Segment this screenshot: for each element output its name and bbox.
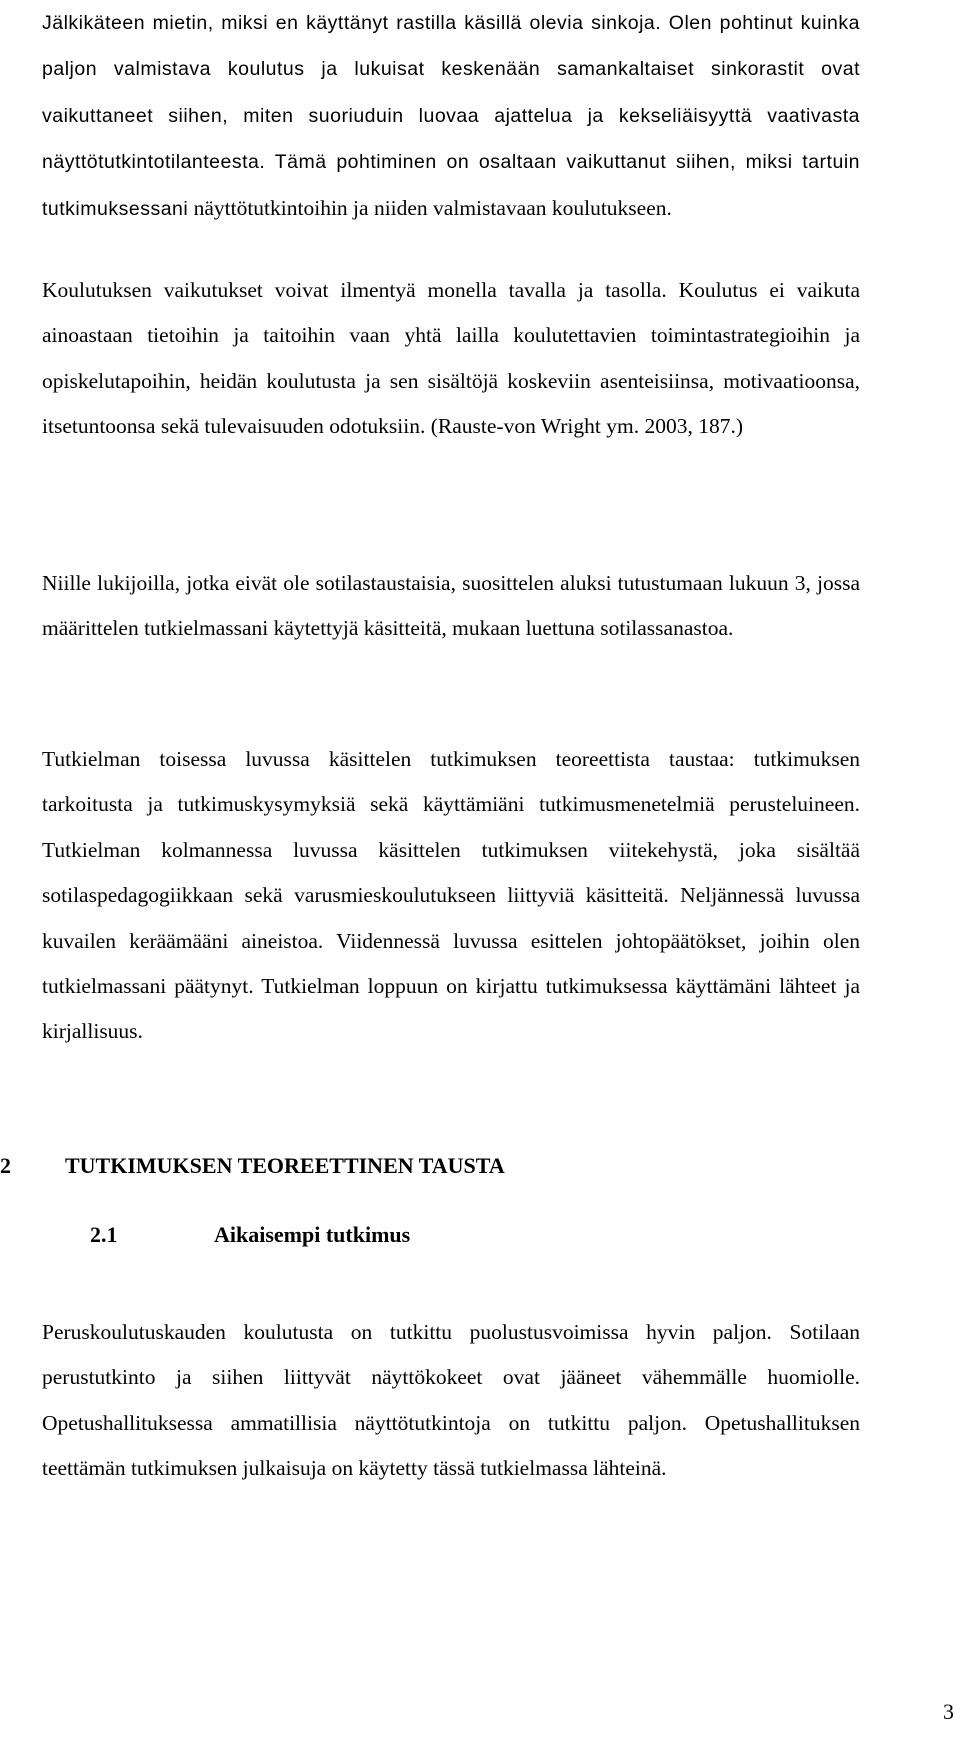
paragraph-intro-reflection	[42, 0, 860, 232]
heading-chapter-2	[0, 1153, 505, 1179]
paragraph-intro-reflection-serif-text: näyttötutkintoihin ja niiden valmistavaan koulutukseen.	[193, 195, 672, 220]
heading-chapter-2-title: TUTKIMUKSEN TEOREETTINEN TAUSTA	[65, 1153, 505, 1178]
paragraph-previous-research: Peruskoulutuskauden koulutusta on tutkittu puolustusvoimissa hyvin paljon. Sotilaan perustutkinto ja siihen liittyvät näyttökokeet ovat jääneet vähemmälle huomiolle. Opetushallituksessa ammatillisia näyttötutkintoja on tutkittu paljon. Opetushallituksen teettämän tutkimuksen julkaisuja on käytetty tässä tutkielmassa lähteinä.	[42, 1320, 860, 1481]
paragraph-thesis-structure: Tutkielman toisessa luvussa käsittelen tutkimuksen teoreettista taustaa: tutkimuksen tarkoitusta ja tutkimuskysymyksiä sekä käyttämiäni tutkimusmenetelmiä perusteluineen. Tutkielman kolmannessa luvussa käsittelen tutkimuksen viitekehystä, joka sisältää sotilaspedagogiikkaan sekä varusmieskoulutukseen liittyviä käsitteitä. Neljännessä luvussa kuvailen keräämääni aineistoa. Viidennessä luvussa esittelen johtopäätökset, joihin olen tutkielmassani päätynyt. Tutkielman loppuun on kirjattu tutkimuksessa käyttämäni lähteet ja kirjallisuus.	[42, 747, 860, 1044]
heading-chapter-2-number: 2	[0, 1153, 11, 1178]
paragraph-reader-advice: Niille lukijoilla, jotka eivät ole sotilastaustaisia, suosittelen aluksi tutustumaan lukuun 3, jossa määrittelen tutkielmassani käytettyjä käsitteitä, mukaan luettuna sotilassanastoa.	[42, 571, 860, 641]
heading-section-2-1-title: Aikaisempi tutkimus	[214, 1222, 411, 1247]
paragraph-intro-reflection-sans-text: Jälkikäteen mietin, miksi en käyttänyt rastilla käsillä olevia sinkoja. Olen pohtinut kuinka paljon valmistava koulutus ja lukuisat keskenään samankaltaiset sinkorastit ovat vaikuttaneet siihen, miten suoriuduin luovaa ajattelua ja kekseliäisyyttä vaativasta näyttötutkintotilanteesta. Tämä pohtiminen on osaltaan vaikuttanut siihen, miksi tartuin tutkimuksessani	[42, 12, 860, 220]
heading-section-2-1	[90, 1222, 410, 1248]
paragraph-training-effects: Koulutuksen vaikutukset voivat ilmentyä monella tavalla ja tasolla. Koulutus ei vaikuta ainoastaan tietoihin ja taitoihin vaan yhtä lailla koulutettavien toimintastrategioihin ja opiskelutapoihin, heidän koulutusta ja sen sisältöjä koskeviin asenteisiinsa, motivaatioonsa, itsetuntoonsa sekä tulevaisuuden odotuksiin. (Rauste-von Wright ym. 2003, 187.)	[42, 278, 860, 439]
heading-section-2-1-number: 2.1	[90, 1222, 118, 1247]
page-number: 3	[943, 1699, 954, 1724]
